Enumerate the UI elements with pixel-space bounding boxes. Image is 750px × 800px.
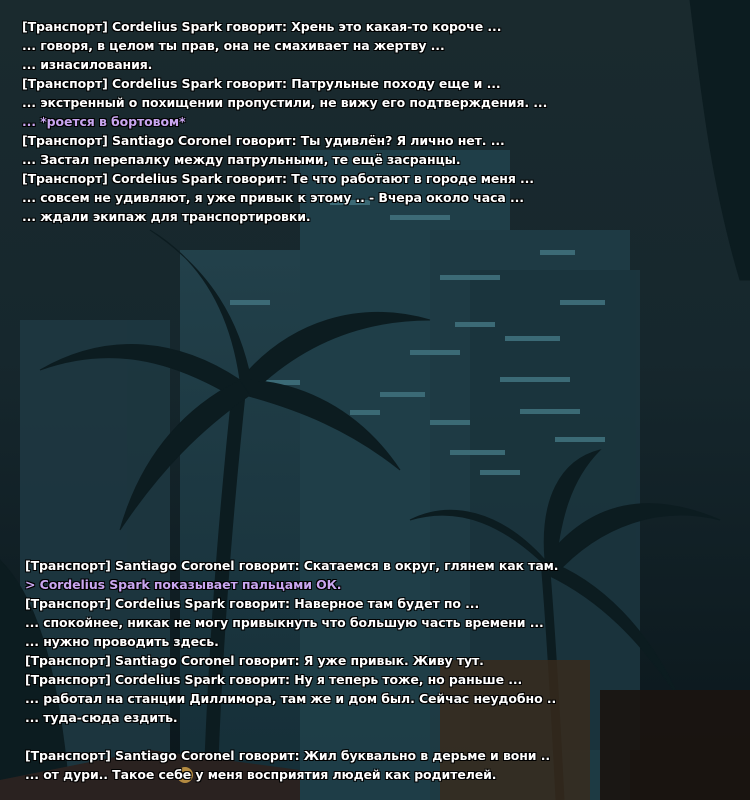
chat-log-top [22,17,547,226]
chat-message-line: ... ждали экипаж для транспортировки. [22,209,311,224]
chat-action-line: > Cordelius Spark показывает пальцами ОК. [25,577,342,592]
chat-message-line: ... спокойнее, никак не могу привыкнуть что большую часть времени ... [25,615,544,630]
chat-message-line: ... нужно проводить здесь. [25,634,219,649]
chat-blank-line [25,727,558,746]
chat-message-line: [Транспорт] Santiago Coronel говорит: Ты удивлён? Я лично нет. ... [22,133,505,148]
chat-message-line: [Транспорт] Cordelius Spark говорит: Хрень это какая-то короче ... [22,19,502,34]
chat-message-line: ... Застал перепалку между патрульными, те ещё засранцы. [22,152,461,167]
chat-message-line: ... совсем не удивляют, я уже привык к этому .. - Вчера около часа ... [22,190,524,205]
chat-message-line: ... говоря, в целом ты прав, она не смахивает на жертву ... [22,38,445,53]
chat-message-line: ... изнасилования. [22,57,153,72]
chat-message-line: [Транспорт] Santiago Coronel говорит: Я уже привык. Живу тут. [25,653,484,668]
chat-message-line: ... работал на станции Диллимора, там же и дом был. Сейчас неудобно .. [25,691,557,706]
chat-message-line: [Транспорт] Cordelius Spark говорит: Ну я теперь тоже, но раньше ... [25,672,523,687]
chat-message-line: [Транспорт] Santiago Coronel говорит: Скатаемся в округ, глянем как там. [25,558,559,573]
chat-message-line: [Транспорт] Santiago Coronel говорит: Жил буквально в дерьме и вони .. [25,748,551,763]
chat-action-line: ... *роется в бортовом* [22,114,186,129]
chat-message-line: ... туда-сюда ездить. [25,710,178,725]
chat-message-line: ... экстренный о похищении пропустили, не вижу его подтверждения. ... [22,95,548,110]
chat-message-line: ... от дури.. Такое себе у меня восприятия людей как родителей. [25,767,497,782]
chat-message-line: [Транспорт] Cordelius Spark говорит: Патрульные походу еще и ... [22,76,501,91]
chat-message-line: [Транспорт] Cordelius Spark говорит: Те что работают в городе меня ... [22,171,534,186]
chat-log-bottom [25,556,558,784]
chat-message-line: [Транспорт] Cordelius Spark говорит: Наверное там будет по ... [25,596,480,611]
